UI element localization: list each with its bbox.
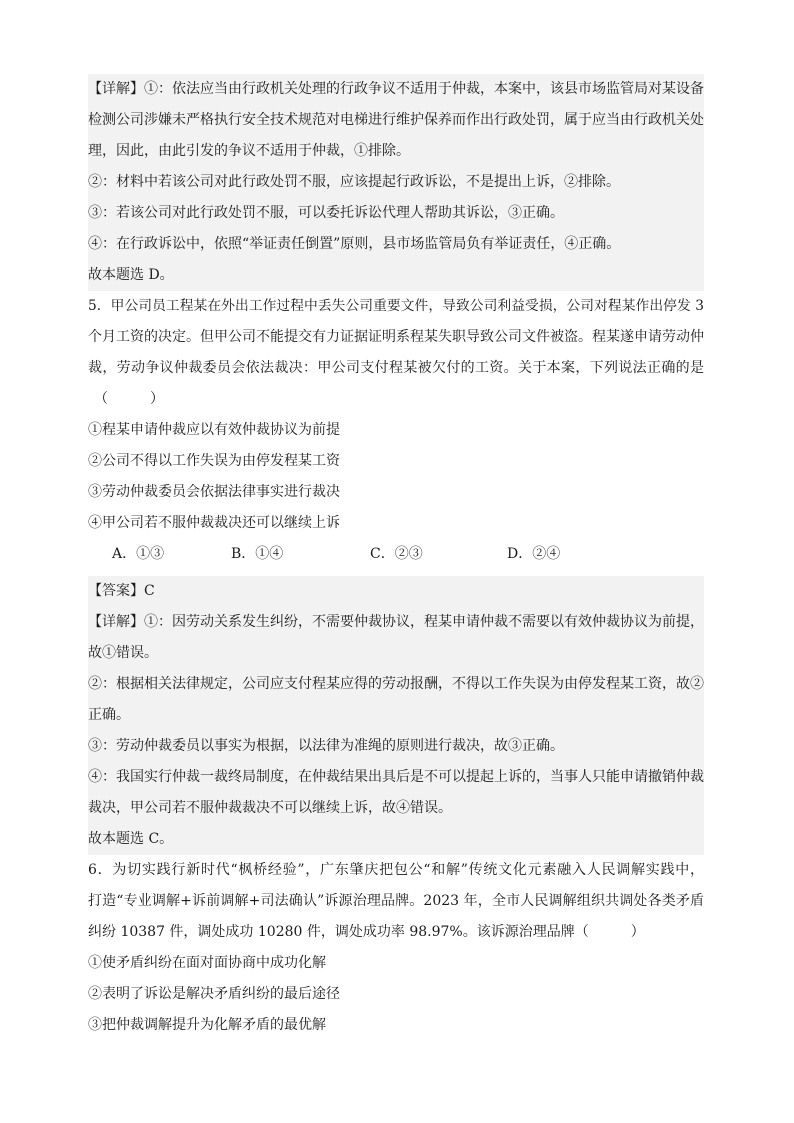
explain-line: ②：根据相关法律规定，公司应支付程某应得的劳动报酬，不得以工作失误为由停发程某工资，故② xyxy=(88,676,704,692)
explain-line: 【详解】①：依法应当由行政机关处理的行政争议不适用于仲裁，本案中，该县市场监管局对某设备 xyxy=(88,81,704,97)
statement-item: ④甲公司若不服仲裁裁决还可以继续上诉 xyxy=(88,515,340,531)
option-a[interactable]: A．①③ xyxy=(112,546,165,562)
answer-blank: （ ） xyxy=(94,391,164,407)
statement-item: ③劳动仲裁委员会依据法律事实进行裁决 xyxy=(88,484,340,500)
option-d[interactable]: D．②④ xyxy=(507,546,561,562)
statement-item: ②公司不得以工作失误为由停发程某工资 xyxy=(88,453,340,469)
explain-line: ②：材料中若该公司对此行政处罚不服，应该提起行政诉讼，不是提出上诉，②排除。 xyxy=(88,174,620,190)
explain-line: ③：若该公司对此行政处罚不服，可以委托诉讼代理人帮助其诉讼，③正确。 xyxy=(88,205,564,221)
explain-line: 故①错误。 xyxy=(88,645,158,661)
question-stem-line: 纠纷 10387 件，调处成功 10280 件，调处成功率 98.97%。该诉源治理品牌（ ） xyxy=(88,924,645,940)
option-b[interactable]: B．①④ xyxy=(231,546,284,562)
explain-line: 正确。 xyxy=(88,707,130,723)
q4-explanation xyxy=(88,74,704,291)
explain-line: 故本题选 D。 xyxy=(88,267,174,283)
statement-item: ①程某申请仲裁应以有效仲裁协议为前提 xyxy=(88,422,340,438)
statement-item: ②表明了诉讼是解决矛盾纠纷的最后途径 xyxy=(88,986,340,1002)
explain-line: ③：劳动仲裁委员以事实为根据，以法律为准绳的原则进行裁决，故③正确。 xyxy=(88,738,564,754)
choice-options xyxy=(88,539,704,570)
statement-item: ③把仲裁调解提升为化解矛盾的最优解 xyxy=(88,1017,326,1033)
explain-line: ④：我国实行仲裁一裁终局制度，在仲裁结果出具后是不可以提起上诉的，当事人只能申请撤销仲裁 xyxy=(88,769,704,785)
explain-line: 检测公司涉嫌未严格执行安全技术规范对电梯进行维护保养而作出行政处罚，属于应当由行政机关处 xyxy=(88,112,704,128)
explain-line: 裁决，甲公司若不服仲裁裁决不可以继续上诉，故④错误。 xyxy=(88,800,452,816)
option-c[interactable]: C．②③ xyxy=(370,546,423,562)
answer-label: 【答案】C xyxy=(88,583,155,599)
explain-line: ④：在行政诉讼中，依照“举证责任倒置”原则，县市场监管局负有举证责任，④正确。 xyxy=(88,236,621,252)
q6-question xyxy=(88,855,704,1041)
question-stem-line: 6．为切实践行新时代“枫桥经验”，广东肇庆把包公“和解”传统文化元素融入人民调解实践中， xyxy=(88,862,704,878)
question-stem-line: 5．甲公司员工程某在外出工作过程中丢失公司重要文件，导致公司利益受损，公司对程某作出停发 3 xyxy=(88,298,704,314)
explain-line: 【详解】①：因劳动关系发生纠纷，不需要仲裁协议，程某申请仲裁不需要以有效仲裁协议为前提， xyxy=(88,614,704,630)
explain-line: 理，因此，由此引发的争议不适用于仲裁，①排除。 xyxy=(88,143,410,159)
q5-question xyxy=(88,291,704,570)
question-stem-line: 打造“专业调解+诉前调解+司法确认”诉源治理品牌。2023 年，全市人民调解组织共调处各类矛盾 xyxy=(88,893,704,909)
q5-explanation xyxy=(88,576,704,855)
question-stem-line: 裁，劳动争议仲裁委员会依法裁决：甲公司支付程某被欠付的工资。关于本案，下列说法正确的是 xyxy=(88,360,704,376)
question-stem-line: 个月工资的决定。但甲公司不能提交有力证据证明系程某失职导致公司文件被盗。程某遂申请劳动仲 xyxy=(88,329,704,345)
explain-line: 故本题选 C。 xyxy=(88,831,174,847)
statement-item: ①使矛盾纠纷在面对面协商中成功化解 xyxy=(88,955,326,971)
